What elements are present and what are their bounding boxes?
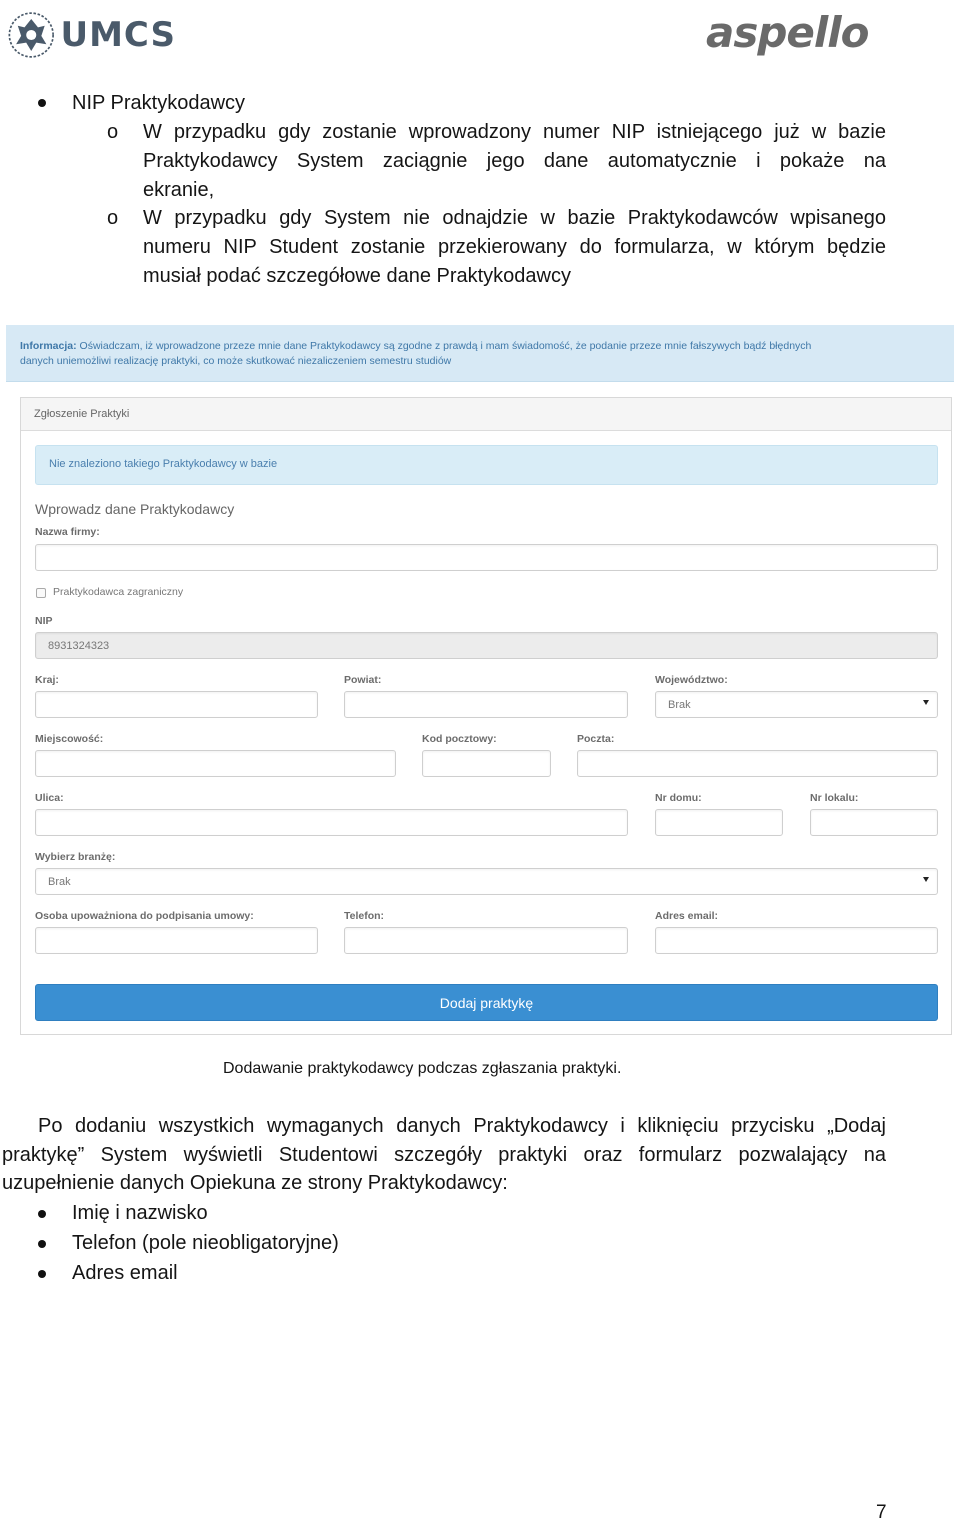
list-item: Adres email xyxy=(72,1262,178,1284)
street-input[interactable] xyxy=(35,809,628,836)
nip-input[interactable] xyxy=(35,632,938,659)
sub-item-1-line: ekranie, xyxy=(143,179,215,201)
bullet-marker xyxy=(38,1270,46,1278)
bullet-marker xyxy=(38,1210,46,1218)
phone-label: Telefon: xyxy=(344,910,385,922)
page-number: 7 xyxy=(876,1502,887,1523)
postal-code-label: Kod pocztowy: xyxy=(422,733,497,745)
country-label: Kraj: xyxy=(35,674,59,686)
flat-no-label: Nr lokalu: xyxy=(810,792,859,804)
list-item-title: NIP Praktykodawcy xyxy=(72,92,246,114)
foreign-employer-checkbox[interactable] xyxy=(36,588,46,598)
city-label: Miejscowość: xyxy=(35,733,104,745)
figure-caption: Dodawanie praktykodawcy podczas zgłaszania praktyki. xyxy=(223,1060,622,1077)
section-title: Wprowadz dane Praktykodawcy xyxy=(35,501,235,517)
phone-input[interactable] xyxy=(344,927,628,954)
sub-item-2-line: numeru NIP Student zostanie przekierowany do formularza, w którym będzie xyxy=(143,236,886,258)
sub-bullet-marker: o xyxy=(107,207,119,229)
bullet-marker xyxy=(38,99,46,107)
county-label: Powiat: xyxy=(344,674,382,686)
paragraph-line: uzupełnienie danych Opiekuna ze strony Praktykodawcy: xyxy=(2,1172,508,1194)
sub-item-1-line: W przypadku gdy zostanie wprowadzony numer NIP istniejącego już w bazie xyxy=(143,121,886,143)
voivodeship-select[interactable] xyxy=(655,691,938,718)
umcs-emblem-icon xyxy=(6,6,56,64)
signatory-label: Osoba upoważniona do podpisania umowy: xyxy=(35,910,254,922)
post-office-input[interactable] xyxy=(577,750,938,777)
foreign-employer-label: Praktykodawca zagraniczny xyxy=(53,586,184,598)
county-input[interactable] xyxy=(344,691,628,718)
internship-panel xyxy=(20,397,952,1035)
voivodeship-value: Brak xyxy=(668,699,691,711)
panel-title: Zgłoszenie Praktyki xyxy=(21,398,951,431)
form-screenshot xyxy=(6,325,954,1037)
voivodeship-label: Województwo: xyxy=(655,674,728,686)
umcs-logo xyxy=(6,6,176,64)
nip-value: 8931324323 xyxy=(48,640,110,652)
company-name-input[interactable] xyxy=(35,544,938,571)
sub-item-1-line: Praktykodawcy System zaciągnie jego dane automatycznie i pokaże na xyxy=(143,150,886,172)
industry-select[interactable] xyxy=(35,868,938,895)
info-banner xyxy=(6,325,954,382)
signatory-input[interactable] xyxy=(35,927,318,954)
postal-code-input[interactable] xyxy=(422,750,551,777)
sub-bullet-marker: o xyxy=(107,121,119,143)
nip-label: NIP xyxy=(35,615,53,627)
flat-no-input[interactable] xyxy=(810,809,938,836)
house-no-input[interactable] xyxy=(655,809,783,836)
street-label: Ulica: xyxy=(35,792,64,804)
aspello-wordmark: aspello xyxy=(706,8,869,57)
paragraph-line: praktykę” System wyświetli Studentowi szczegóły praktyki oraz formularz pozwalający na xyxy=(2,1144,886,1166)
house-no-label: Nr domu: xyxy=(655,792,702,804)
paragraph-line: Po dodaniu wszystkich wymaganych danych Praktykodawcy i kliknięciu przycisku „Dodaj xyxy=(38,1115,886,1137)
info-label: Informacja: xyxy=(20,340,77,352)
list-item: Telefon (pole nieobligatoryjne) xyxy=(72,1232,339,1254)
industry-value: Brak xyxy=(48,876,71,888)
city-input[interactable] xyxy=(35,750,396,777)
industry-label: Wybierz branżę: xyxy=(35,851,116,863)
sub-item-2-line: musiał podać szczegółowe dane Praktykodawcy xyxy=(143,265,571,287)
info-text: danych uniemożliwi realizację praktyki, co może skutkować niezaliczeniem semestru studiów xyxy=(20,355,452,367)
list-item: Imię i nazwisko xyxy=(72,1202,208,1224)
umcs-wordmark: UMCS xyxy=(60,15,176,55)
email-input[interactable] xyxy=(655,927,938,954)
company-name-label: Nazwa firmy: xyxy=(35,526,100,538)
aspello-logo xyxy=(700,0,869,64)
chevron-down-icon xyxy=(923,877,929,882)
sub-item-2-line: W przypadku gdy System nie odnajdzie w bazie Praktykodawców wpisanego xyxy=(143,207,886,229)
not-found-alert: Nie znaleziono takiego Praktykodawcy w bazie xyxy=(35,445,938,485)
add-internship-button[interactable]: Dodaj praktykę xyxy=(35,984,938,1021)
post-office-label: Poczta: xyxy=(577,733,615,745)
chevron-down-icon xyxy=(923,700,929,705)
bullet-marker xyxy=(38,1240,46,1248)
email-label: Adres email: xyxy=(655,910,719,922)
info-text: Oświadczam, iż wprowadzone przeze mnie dane Praktykodawcy są zgodne z prawdą i mam świadomość, że podanie przeze mnie fałszywych bądź błędnych xyxy=(79,340,812,352)
country-input[interactable] xyxy=(35,691,318,718)
